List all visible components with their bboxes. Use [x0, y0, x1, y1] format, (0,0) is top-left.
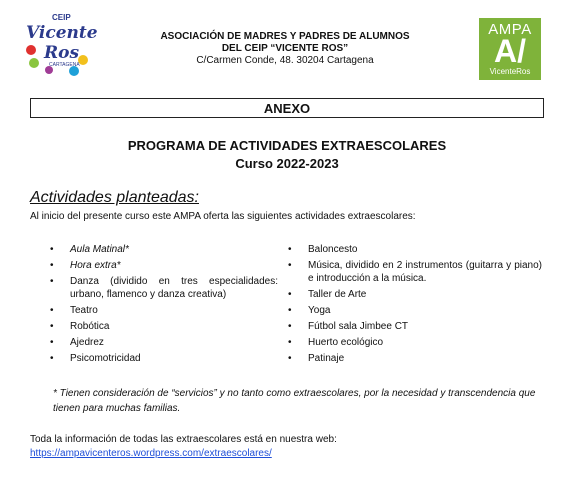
org-name-line1: ASOCIACIÓN DE MADRES Y PADRES DE ALUMNOS — [160, 31, 410, 42]
list-item — [288, 288, 542, 301]
bullet-icon: • — [288, 305, 292, 316]
list-item-text: Aula Matinal* — [70, 244, 129, 255]
list-item-text: Teatro — [70, 305, 98, 316]
bullet-icon: • — [288, 244, 292, 255]
activities-list-left — [50, 243, 278, 368]
title-line2: Curso 2022-2023 — [235, 156, 339, 171]
list-item-text: Fútbol sala Jimbee CT — [308, 321, 409, 332]
list-item — [288, 259, 542, 285]
intro-text: Al inicio del presente curso este AMPA oferta las siguientes actividades extraescolares: — [30, 211, 416, 222]
logo-text-cartagena: CARTAGENA — [49, 62, 80, 68]
ampa-logo-text: AMPA — [488, 21, 532, 38]
school-logo — [22, 10, 102, 82]
list-item-text: Psicomotricidad — [70, 353, 141, 364]
activities-list-right — [288, 243, 542, 368]
org-address: C/Carmen Conde, 48. 30204 Cartagena — [196, 55, 374, 66]
org-name-line2: DEL CEIP “VICENTE ROS” — [221, 43, 349, 54]
list-item — [288, 304, 542, 317]
list-item — [50, 336, 278, 349]
bullet-icon: • — [288, 353, 292, 364]
list-item-text: Robótica — [70, 321, 110, 332]
logo-text-ros: Ros — [44, 43, 80, 63]
extraescolares-link[interactable]: https://ampavicenteros.wordpress.com/extraescolares/ — [30, 448, 272, 459]
list-item-text: Baloncesto — [308, 244, 358, 255]
list-item — [288, 320, 542, 333]
bullet-icon: • — [288, 321, 292, 332]
bullet-icon: • — [50, 305, 54, 316]
organization-header — [120, 31, 450, 67]
bullet-icon: • — [50, 337, 54, 348]
services-footnote: * Tienen consideración de “servicios” y no tanto como extraescolares, por la necesidad y transcendencia que tienen para muchas familias. — [53, 388, 536, 414]
list-item-text: Taller de Arte — [308, 289, 367, 300]
annex-heading: ANEXO — [30, 98, 544, 118]
list-item — [50, 275, 278, 301]
list-item-text: Yoga — [308, 305, 331, 316]
list-item — [50, 320, 278, 333]
bullet-icon: • — [50, 353, 54, 364]
list-item — [288, 352, 542, 365]
document-title — [30, 137, 544, 173]
list-item — [50, 352, 278, 365]
list-item-text: Huerto ecológico — [308, 337, 384, 348]
list-item-text: Música, dividido en 2 instrumentos (guitarra y piano) e introducción a la música. — [308, 260, 542, 284]
ampa-logo-subtext: VicenteRos — [489, 67, 531, 76]
bullet-icon: • — [288, 260, 292, 271]
list-item-text: Danza (dividido en tres especialidades: urbano, flamenco y danza creativa) — [70, 276, 278, 300]
bullet-icon: • — [50, 321, 54, 332]
ampa-logo — [479, 18, 541, 80]
list-item-text: Hora extra* — [70, 260, 121, 271]
bullet-icon: • — [288, 289, 292, 300]
bullet-icon: • — [288, 337, 292, 348]
list-item — [50, 304, 278, 317]
web-info-text: Toda la información de todas las extraescolares está en nuestra web: — [30, 434, 337, 445]
logo-text-vicente: Vicente — [26, 23, 98, 43]
bullet-icon: • — [50, 276, 54, 287]
list-item — [288, 336, 542, 349]
bullet-icon: • — [50, 244, 54, 255]
ampa-logo-mark: A/ — [494, 33, 526, 69]
logo-text-ceip: CEIP — [52, 13, 71, 22]
title-line1: PROGRAMA DE ACTIVIDADES EXTRAESCOLARES — [127, 138, 447, 153]
section-title: Actividades planteadas: — [30, 189, 199, 206]
list-item-text: Ajedrez — [70, 337, 104, 348]
bullet-icon: • — [50, 260, 54, 271]
list-item — [50, 243, 278, 256]
list-item-text: Patinaje — [308, 353, 345, 364]
list-item — [50, 259, 278, 272]
list-item — [288, 243, 542, 256]
